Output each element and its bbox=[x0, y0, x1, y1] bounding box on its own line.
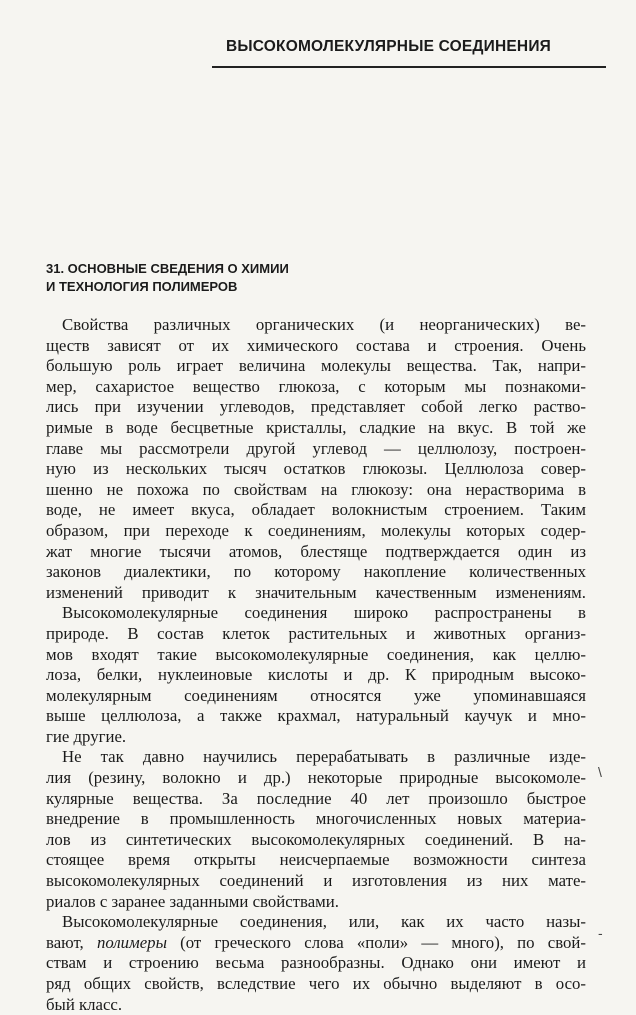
text-line: Высокомолекулярные соединения широко распространены в bbox=[62, 603, 586, 623]
section-heading-line-2: И ТЕХНОЛОГИЯ ПОЛИМЕРОВ bbox=[46, 279, 238, 294]
text-line: ствам и строению весьма разнообразны. Однако они имеют и bbox=[46, 953, 586, 973]
text-line: законов диалектики, по которому накопление количественных bbox=[46, 562, 586, 582]
text-line: мер, сахаристое вещество глюкоза, с которым мы познакоми- bbox=[46, 376, 586, 396]
text-line: внедрение в промышленность многочисленных новых материа- bbox=[46, 809, 586, 829]
text-line: изменений приводит к значительным качественным изменениям. bbox=[46, 582, 586, 602]
section-heading bbox=[46, 260, 289, 296]
body-text bbox=[46, 315, 586, 1015]
scan-mark: - bbox=[598, 925, 603, 941]
paragraph-3 bbox=[46, 747, 586, 912]
text-fragment: вают, bbox=[46, 932, 97, 952]
text-line: шенно не похожа по свойствам на глюкозу: она нерастворима в bbox=[46, 479, 586, 499]
paragraph-1 bbox=[46, 315, 586, 603]
text-line: молекулярным соединениям относятся уже упоминавшаяся bbox=[46, 685, 586, 705]
header-rule bbox=[212, 66, 606, 68]
paragraph-2 bbox=[46, 603, 586, 747]
section-heading-line-1: 31. ОСНОВНЫЕ СВЕДЕНИЯ О ХИМИИ bbox=[46, 261, 289, 276]
text-fragment: (от греческого слова «поли» — много), по свой- bbox=[166, 932, 586, 952]
text-line: образом, при переходе к соединениям, молекулы которых содер- bbox=[46, 520, 586, 540]
text-line: высокомолекулярных соединений и изготовления из них мате- bbox=[46, 871, 586, 891]
scan-mark: \ bbox=[598, 764, 602, 780]
text-line: риалов с заранее заданными свойствами. bbox=[46, 891, 339, 911]
text-line: выше целлюлоза, а также крахмал, натуральный каучук и мно- bbox=[46, 706, 586, 726]
text-line: гие другие. bbox=[46, 726, 127, 746]
text-line: лоза, белки, нуклеиновые кислоты и др. К природным высоко- bbox=[46, 665, 586, 685]
text-line: жат многие тысячи атомов, блестяще подтверждается один из bbox=[46, 541, 586, 561]
text-line: кулярные вещества. За последние 40 лет произошло быстрое bbox=[46, 788, 586, 808]
text-line: лия (резину, волокно и др.) некоторые природные высокомолe- bbox=[46, 768, 586, 788]
text-line: мов входят такие высокомолекулярные соединения, как целлю- bbox=[46, 644, 586, 664]
text-line: Не так давно научились перерабатывать в различные изде- bbox=[62, 747, 586, 767]
text-line: стоящее время открыты неисчерпаемые возможности синтеза bbox=[46, 850, 586, 870]
text-line: лов из синтетических высокомолекулярных соединений. В на- bbox=[46, 829, 586, 849]
term-polymers: полимеры bbox=[96, 932, 167, 952]
text-line: Свойства различных органических (и неорганических) ве- bbox=[62, 315, 586, 334]
text-line: воде, не имеет вкуса, обладает волокнистым строением. Таким bbox=[46, 500, 586, 520]
text-line: природе. В состав клеток растительных и животных организ- bbox=[46, 623, 586, 643]
text-line: ную из нескольких тысяч остатков глюкозы. Целлюлоза совер- bbox=[46, 459, 586, 479]
text-line: бый класс. bbox=[46, 994, 123, 1014]
text-line: ряд общих свойств, вследствие чего их обычно выделяют в осо- bbox=[46, 974, 586, 993]
text-line bbox=[46, 933, 586, 954]
text-line: Высокомолекулярные соединения, или, как их часто назы- bbox=[62, 912, 586, 932]
text-line: римые в воде бесцветные кристаллы, сладкие на вкус. В той же bbox=[46, 417, 586, 437]
text-line: ществ зависят от их химического состава и строения. Очень bbox=[46, 335, 586, 355]
running-head: ВЫСОКОМОЛЕКУЛЯРНЫЕ СОЕДИНЕНИЯ bbox=[226, 38, 552, 55]
text-line: главе мы рассмотрели другой углевод — целлюлозу, построен- bbox=[46, 438, 586, 458]
text-line: большую роль играет величина молекулы вещества. Так, напри- bbox=[46, 356, 586, 376]
text-line: лись при изучении углеводов, представляет собой легко раство- bbox=[46, 397, 586, 417]
